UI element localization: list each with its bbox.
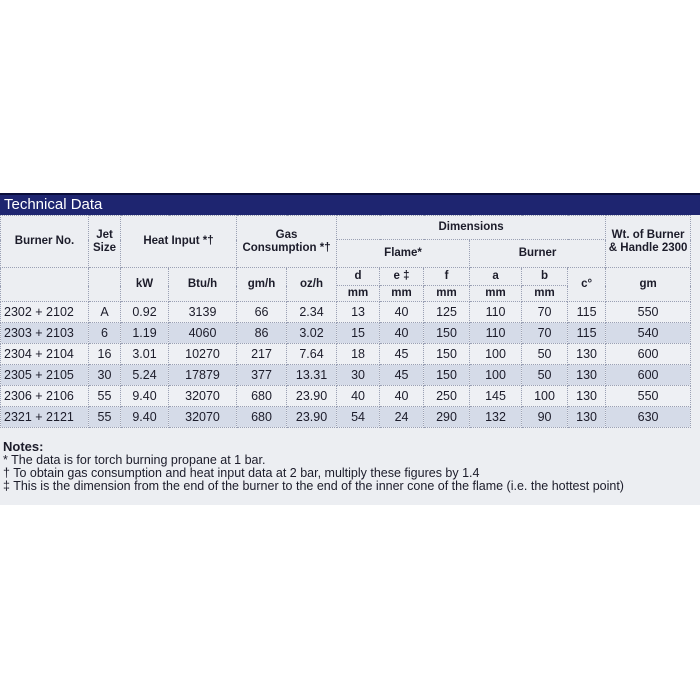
table-row [1,386,691,407]
cell-jet: 55 [89,386,121,407]
header-jet-size: Jet Size [89,216,121,268]
cell-jet: A [89,302,121,323]
cell-ozh: 7.64 [287,344,337,365]
cell-burner: 2306 + 2106 [1,386,89,407]
cell-e: 45 [380,344,424,365]
note-line: * The data is for torch burning propane at 1 bar. [3,453,266,467]
cell-e: 40 [380,323,424,344]
cell-btuh: 3139 [169,302,237,323]
cell-d: 54 [337,407,380,428]
cell-e: 40 [380,386,424,407]
table-row [1,365,691,386]
cell-jet: 16 [89,344,121,365]
unit-kw: kW [121,268,169,302]
table-row [1,323,691,344]
cell-e: 24 [380,407,424,428]
cell-b: 90 [522,407,568,428]
cell-kw: 9.40 [121,386,169,407]
cell-gmh: 66 [237,302,287,323]
cell-wt: 600 [606,344,691,365]
header-flame: Flame* [337,240,470,268]
cell-wt: 550 [606,386,691,407]
cell-gmh: 680 [237,386,287,407]
note-line: ‡ This is the dimension from the end of the burner to the end of the inner cone of the flame (i.e. the hottest point) [3,479,624,493]
cell-a: 100 [470,365,522,386]
cell-d: 30 [337,365,380,386]
header-burner-no: Burner No. [1,216,89,268]
cell-d: 13 [337,302,380,323]
header-b: b [522,268,568,286]
table-row [1,302,691,323]
unit-ozh: oz/h [287,268,337,302]
header-e: e ‡ [380,268,424,286]
cell-c: 130 [568,386,606,407]
cell-ozh: 23.90 [287,386,337,407]
unit-mm-a: mm [470,286,522,302]
note-line: † To obtain gas consumption and heat input data at 2 bar, multiply these figures by 1.4 [3,466,480,480]
notes-title: Notes: [3,439,44,454]
cell-btuh: 17879 [169,365,237,386]
cell-a: 145 [470,386,522,407]
cell-jet: 30 [89,365,121,386]
cell-b: 70 [522,302,568,323]
cell-c: 130 [568,344,606,365]
cell-f: 150 [424,344,470,365]
cell-burner: 2321 + 2121 [1,407,89,428]
cell-gmh: 86 [237,323,287,344]
table-row [1,407,691,428]
header-dimensions: Dimensions [337,216,606,240]
cell-d: 18 [337,344,380,365]
cell-burner: 2305 + 2105 [1,365,89,386]
header-heat-input: Heat Input *† [121,216,237,268]
cell-f: 125 [424,302,470,323]
cell-c: 115 [568,302,606,323]
unit-btuh: Btu/h [169,268,237,302]
cell-f: 250 [424,386,470,407]
technical-data-sheet [0,193,700,505]
header-burner: Burner [470,240,606,268]
cell-d: 40 [337,386,380,407]
cell-wt: 540 [606,323,691,344]
cell-kw: 0.92 [121,302,169,323]
cell-a: 110 [470,323,522,344]
cell-ozh: 2.34 [287,302,337,323]
cell-burner: 2304 + 2104 [1,344,89,365]
cell-btuh: 10270 [169,344,237,365]
unit-mm-f: mm [424,286,470,302]
technical-data-table [0,215,691,428]
cell-e: 40 [380,302,424,323]
cell-a: 110 [470,302,522,323]
cell-c: 115 [568,323,606,344]
cell-burner: 2303 + 2103 [1,323,89,344]
section-title: Technical Data [4,196,103,213]
header-jet-blank [89,268,121,302]
header-burner-blank [1,268,89,302]
unit-gmh: gm/h [237,268,287,302]
cell-burner: 2302 + 2102 [1,302,89,323]
cell-a: 100 [470,344,522,365]
cell-jet: 55 [89,407,121,428]
notes-section [3,440,693,493]
header-c: c° [568,268,606,302]
cell-d: 15 [337,323,380,344]
unit-mm-e: mm [380,286,424,302]
cell-kw: 3.01 [121,344,169,365]
cell-c: 130 [568,407,606,428]
cell-jet: 6 [89,323,121,344]
cell-gmh: 377 [237,365,287,386]
cell-ozh: 13.31 [287,365,337,386]
cell-kw: 9.40 [121,407,169,428]
cell-b: 70 [522,323,568,344]
header-d: d [337,268,380,286]
cell-f: 150 [424,323,470,344]
title-bar [0,193,700,215]
cell-wt: 600 [606,365,691,386]
cell-gmh: 680 [237,407,287,428]
header-gas-consumption: Gas Consumption *† [237,216,337,268]
cell-kw: 1.19 [121,323,169,344]
cell-b: 50 [522,365,568,386]
cell-c: 130 [568,365,606,386]
cell-btuh: 32070 [169,407,237,428]
header-f: f [424,268,470,286]
cell-b: 100 [522,386,568,407]
cell-wt: 550 [606,302,691,323]
cell-e: 45 [380,365,424,386]
unit-mm-d: mm [337,286,380,302]
cell-gmh: 217 [237,344,287,365]
cell-f: 150 [424,365,470,386]
cell-ozh: 3.02 [287,323,337,344]
header-a: a [470,268,522,286]
table-row [1,344,691,365]
unit-mm-b: mm [522,286,568,302]
cell-b: 50 [522,344,568,365]
unit-gm: gm [606,268,691,302]
cell-kw: 5.24 [121,365,169,386]
cell-wt: 630 [606,407,691,428]
cell-a: 132 [470,407,522,428]
cell-f: 290 [424,407,470,428]
cell-btuh: 4060 [169,323,237,344]
header-weight: Wt. of Burner & Handle 2300 [606,216,691,268]
cell-btuh: 32070 [169,386,237,407]
cell-ozh: 23.90 [287,407,337,428]
